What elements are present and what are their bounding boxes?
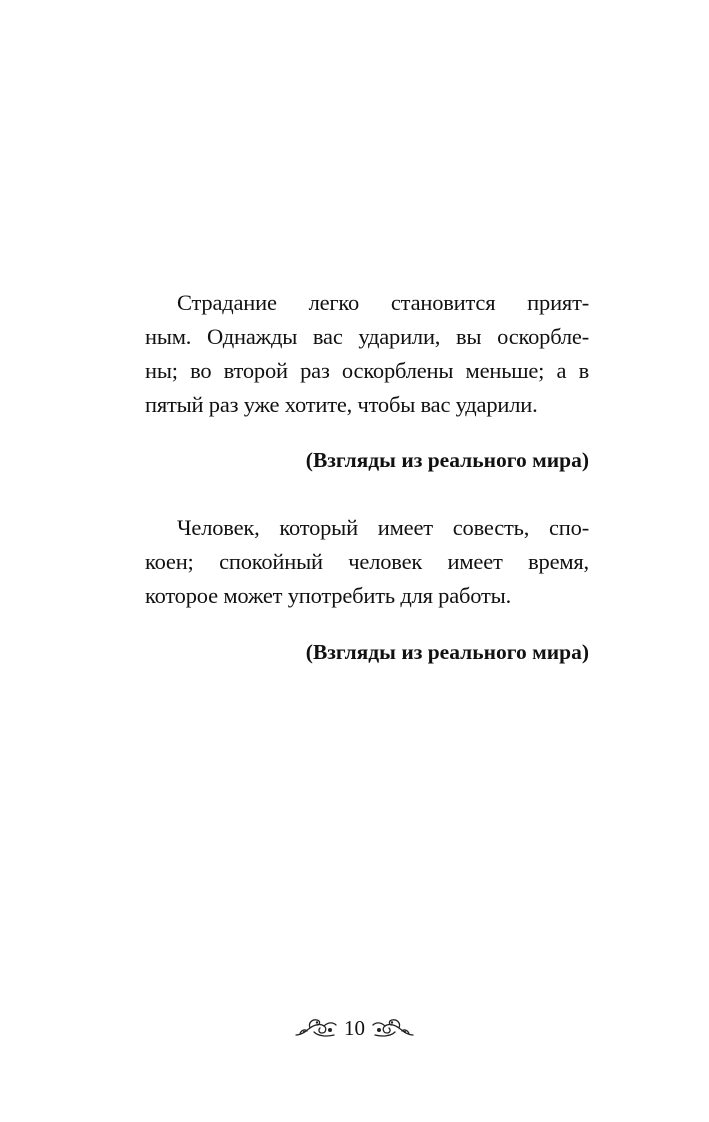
page-number: 10 bbox=[344, 1016, 365, 1040]
floral-ornament-right-icon bbox=[371, 1016, 415, 1040]
quote-1-line-3: ны; во второй раз оскорблены меньше; а в bbox=[145, 358, 589, 383]
quote-2 bbox=[145, 511, 589, 613]
quote-1-line-1: Страдание легко становится прият- bbox=[177, 290, 589, 315]
quote-1-source: (Взгляды из реального мира) bbox=[305, 448, 589, 472]
quote-1 bbox=[145, 286, 589, 422]
page-body bbox=[145, 286, 589, 669]
quote-2-source: (Взгляды из реального мира) bbox=[305, 640, 589, 664]
quote-2-line-2: коен; спокойный человек имеет время, bbox=[145, 549, 589, 574]
quote-1-line-2: ным. Однажды вас ударили, вы оскорбле- bbox=[145, 324, 589, 349]
page-footer bbox=[0, 1016, 709, 1040]
quote-1-line-4: пятый раз уже хотите, чтобы вас ударили. bbox=[145, 392, 538, 417]
quote-2-line-3: которое может употребить для работы. bbox=[145, 583, 511, 608]
quote-2-line-1: Человек, который имеет совесть, спо- bbox=[177, 515, 589, 540]
floral-ornament-left-icon bbox=[294, 1016, 338, 1040]
